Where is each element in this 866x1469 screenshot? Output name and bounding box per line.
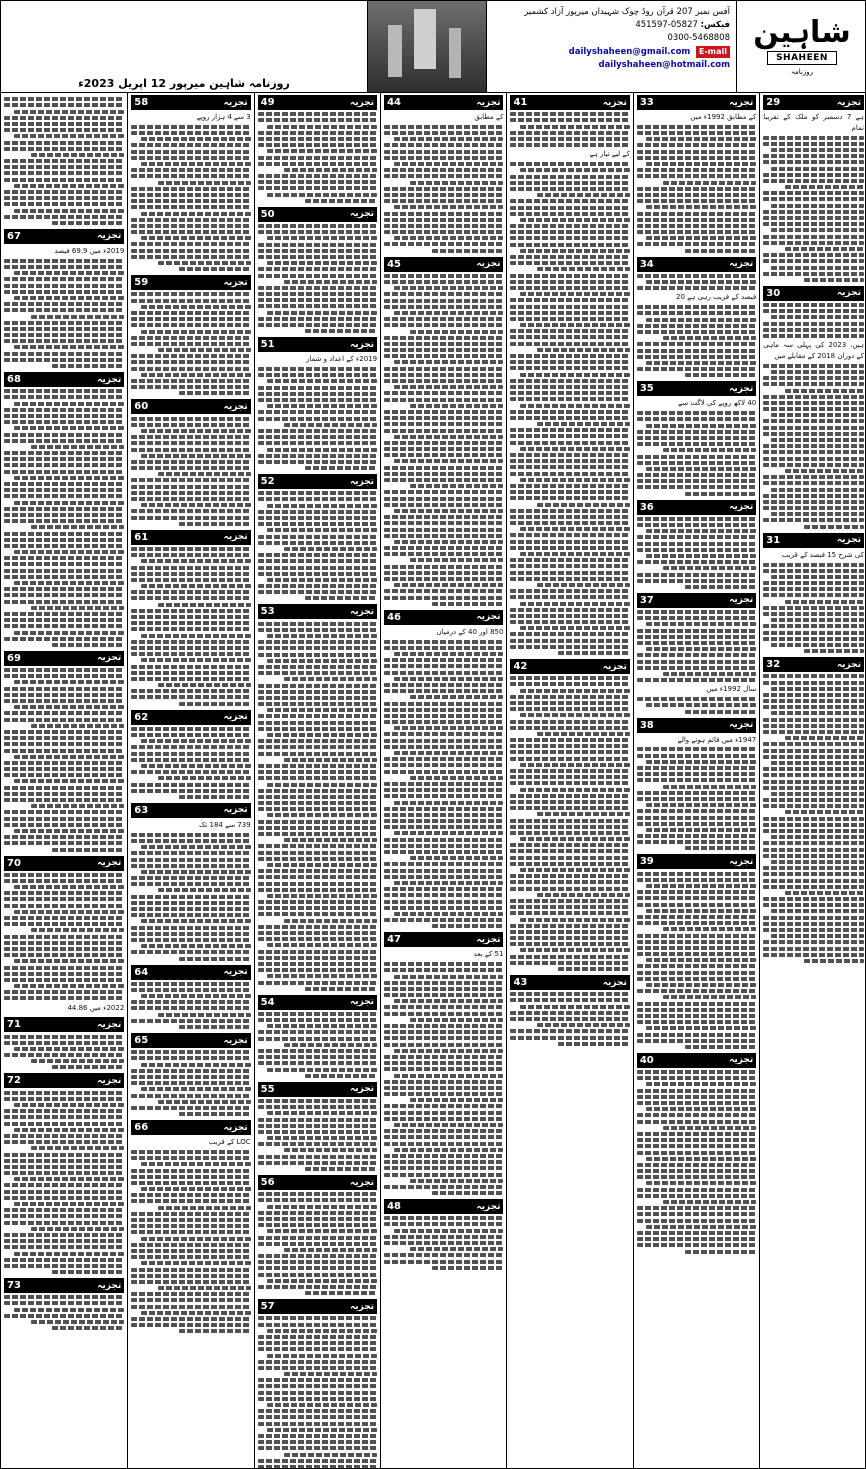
story-header (384, 257, 503, 272)
story-64 (131, 965, 250, 1030)
story-number: 58 (134, 97, 149, 108)
story-69 (4, 651, 124, 852)
story-header (4, 372, 124, 387)
story-tag: تجزیہ (223, 1122, 248, 1133)
story-snippet: 2019ء میں 69.9 فیصد (54, 246, 125, 255)
story-34 (637, 257, 756, 378)
story-header (131, 803, 250, 818)
story-body (258, 112, 377, 203)
story-body (131, 727, 250, 799)
story-tag: تجزیہ (349, 1177, 375, 1188)
story-body (637, 610, 756, 714)
story-tag: تجزیہ (97, 1075, 122, 1086)
story-tag: تجزیہ (97, 858, 122, 868)
story-header (637, 593, 756, 608)
story-46 (384, 610, 503, 929)
masthead-dateline-area (1, 1, 367, 92)
story-number: 55 (260, 1083, 275, 1095)
story-header (384, 1199, 503, 1214)
story-body (637, 1070, 756, 1253)
story-42 (510, 659, 629, 971)
story-body (131, 1137, 250, 1333)
story-39 (637, 854, 756, 1048)
story-header (131, 710, 250, 725)
story-number: 41 (513, 97, 528, 108)
story-header (258, 207, 377, 222)
story-56 (258, 1175, 377, 1295)
story-body (384, 112, 503, 253)
story-tag: تجزیہ (223, 967, 248, 977)
story-header (4, 856, 124, 871)
story-tag: تجزیہ (836, 659, 861, 670)
story-body (637, 274, 756, 378)
story-body (4, 873, 124, 1014)
story-61 (131, 530, 250, 706)
story-tag: تجزیہ (349, 476, 375, 487)
story-header (258, 474, 377, 489)
masthead-photo (367, 1, 486, 92)
email-primary: dailyshaheen@gmail.com (568, 46, 691, 57)
story-header (258, 1175, 377, 1190)
story-header (131, 1120, 250, 1135)
story-snippet: ہیں، 2023 کی پہلی سہ ماہی کے دوران 2018 کے مقابلے میں (763, 341, 864, 360)
fax-value: 05827-451597 (635, 20, 698, 31)
story-body (637, 735, 756, 851)
story-66 (131, 1120, 250, 1333)
story-tag: تجزیہ (476, 612, 501, 623)
column-7 (1, 93, 127, 1469)
newspaper-logo (736, 1, 866, 92)
story-body (763, 674, 864, 963)
story-body (510, 112, 629, 655)
story-tag: تجزیہ (729, 383, 754, 394)
story-41 (510, 95, 629, 655)
story-33 (637, 95, 756, 253)
story-header (4, 1017, 124, 1032)
story-number: 47 (387, 934, 401, 946)
story-body (637, 517, 756, 589)
story-tag: تجزیہ (729, 720, 754, 731)
story-49 (258, 95, 377, 203)
story-header (258, 995, 377, 1010)
story-body (131, 1050, 250, 1116)
story-57 (258, 1299, 377, 1469)
story-body (4, 1295, 124, 1330)
story-36 (637, 500, 756, 589)
story-37 (637, 593, 756, 714)
story-tag: تجزیہ (349, 1301, 375, 1312)
story-72 (4, 1073, 124, 1274)
story-tag: تجزیہ (97, 1019, 122, 1030)
story-snippet: 3 سے 4 ہزار روپے (196, 113, 251, 121)
story-snippet: سال 1992ء میں (706, 685, 757, 694)
story-number: 35 (639, 383, 654, 395)
story-number: 51 (260, 339, 275, 351)
story-tag: تجزیہ (349, 97, 375, 108)
story-header (510, 95, 629, 110)
story-tag: تجزیہ (97, 374, 122, 385)
story-snippet: کی شرح 15 فیصد کے قریب (781, 550, 864, 559)
story-body (384, 274, 503, 606)
story-tag: تجزیہ (836, 97, 861, 108)
column-5 (254, 93, 380, 1469)
story-body (637, 872, 756, 1049)
story-tag: تجزیہ (223, 401, 248, 412)
story-tag: تجزیہ (729, 502, 754, 513)
masthead-title-urdu: شاہین (753, 14, 851, 50)
story-29 (763, 95, 864, 282)
story-67-intro (4, 97, 124, 225)
story-tag: تجزیہ (223, 712, 248, 723)
story-51 (258, 337, 377, 470)
story-tag: تجزیہ (602, 661, 627, 672)
story-number: 32 (766, 659, 781, 671)
story-snippet: 40 لاکھ روپے کی لاگت سے (678, 399, 757, 408)
story-tag: تجزیہ (223, 97, 248, 108)
story-body (510, 992, 629, 1046)
story-65 (131, 1033, 250, 1116)
masthead-tagline: روزنامہ (790, 67, 814, 76)
masthead-title-english: SHAHEEN (767, 51, 837, 65)
story-number: 70 (7, 857, 21, 869)
story-header (637, 500, 756, 515)
story-body (4, 1091, 124, 1274)
story-body (763, 303, 864, 529)
story-number: 63 (134, 804, 149, 816)
story-number: 36 (639, 501, 654, 513)
story-number: 31 (766, 534, 781, 546)
story-40 (637, 1053, 756, 1254)
story-tag: تجزیہ (349, 997, 375, 1008)
story-header (258, 337, 377, 352)
story-tag: تجزیہ (97, 1280, 122, 1291)
story-71 (4, 1017, 124, 1069)
story-header (258, 1082, 377, 1097)
story-number: 40 (639, 1054, 654, 1066)
story-tag: تجزیہ (349, 1084, 375, 1095)
story-snippet: LOC کے قریب (208, 1138, 251, 1147)
story-number: 73 (7, 1280, 21, 1292)
story-35 (637, 381, 756, 495)
masthead-contact-block (486, 1, 736, 92)
story-number: 52 (260, 476, 275, 488)
story-body (258, 622, 377, 991)
story-body (258, 1316, 377, 1469)
story-body (763, 550, 864, 654)
story-header (258, 604, 377, 619)
story-header (4, 229, 124, 244)
story-snippet: 51 کے بعد (473, 950, 504, 959)
story-header (510, 659, 629, 674)
story-header (131, 965, 250, 980)
column-3 (506, 93, 632, 1469)
story-number: 48 (387, 1201, 401, 1213)
story-number: 71 (7, 1019, 21, 1031)
story-header (131, 399, 250, 414)
fax-label: فیکس: (700, 20, 730, 31)
story-snippet: 2022ء میں 44.86 (67, 1003, 125, 1012)
story-body (4, 246, 124, 368)
story-number: 54 (260, 996, 275, 1008)
story-snippet: 2019ء کے اعداد و شمار (305, 355, 378, 364)
story-body (258, 1012, 377, 1078)
story-tag: تجزیہ (97, 653, 122, 664)
story-number: 29 (766, 97, 781, 108)
story-header (637, 854, 756, 869)
story-tag: تجزیہ (729, 259, 754, 270)
story-body (258, 224, 377, 333)
story-number: 34 (639, 258, 654, 270)
story-number: 68 (7, 374, 21, 385)
story-43 (510, 975, 629, 1046)
story-tag: تجزیہ (223, 1035, 248, 1046)
story-tag: تجزیہ (476, 1201, 501, 1212)
story-header (384, 95, 503, 110)
story-header (131, 275, 250, 290)
story-snippet: کے مطابق (474, 113, 504, 121)
story-number: 65 (134, 1035, 149, 1046)
story-body (384, 949, 503, 1195)
story-header (258, 95, 377, 110)
story-45 (384, 257, 503, 606)
story-70 (4, 856, 124, 1014)
story-body (258, 1099, 377, 1171)
story-header (510, 975, 629, 990)
story-number: 59 (134, 277, 149, 289)
story-number: 64 (134, 966, 149, 978)
story-number: 69 (7, 652, 21, 664)
story-number: 38 (639, 719, 654, 731)
story-tag: تجزیہ (349, 606, 375, 617)
story-tag: تجزیہ (729, 595, 754, 606)
story-number: 72 (7, 1075, 21, 1087)
story-53 (258, 604, 377, 990)
story-snippet: 850 اور 40 کے درمیان (436, 627, 504, 636)
story-number: 33 (639, 97, 654, 108)
story-header (131, 95, 250, 110)
story-header (763, 95, 864, 110)
story-number: 66 (134, 1122, 149, 1134)
story-snippet: 739 سے 184 تک (199, 820, 251, 829)
story-48 (384, 1199, 503, 1270)
story-44 (384, 95, 503, 253)
story-header (384, 610, 503, 625)
story-header (637, 718, 756, 733)
story-header (637, 257, 756, 272)
story-tag: تجزیہ (476, 259, 501, 270)
story-62 (131, 710, 250, 799)
story-body (637, 398, 756, 495)
story-tag: تجزیہ (223, 532, 248, 543)
story-tag: تجزیہ (729, 856, 754, 867)
story-tag: تجزیہ (602, 977, 627, 988)
story-tag: تجزیہ (476, 97, 501, 108)
story-60 (131, 399, 250, 525)
story-body (131, 292, 250, 395)
story-body (763, 112, 864, 282)
story-body (258, 491, 377, 600)
story-body (637, 112, 756, 253)
story-tag: تجزیہ (349, 209, 375, 220)
story-body (384, 1216, 503, 1270)
story-body (131, 820, 250, 961)
story-55 (258, 1082, 377, 1171)
story-body (4, 389, 124, 647)
story-number: 42 (513, 661, 528, 672)
story-38 (637, 718, 756, 851)
story-47 (384, 932, 503, 1195)
story-number: 57 (260, 1301, 275, 1313)
story-snippet: 1947ء میں قائم ہونے والے (677, 735, 757, 744)
story-body (131, 547, 250, 706)
story-tag: تجزیہ (836, 535, 861, 546)
story-body (4, 1035, 124, 1070)
story-58 (131, 95, 250, 271)
story-tag: تجزیہ (476, 934, 501, 945)
story-tag: تجزیہ (729, 97, 754, 108)
story-header (384, 932, 503, 947)
office-address: آفس نمبر 207 قرآن روڈ چوک شہیداں میرپور آزاد کشمیر (524, 7, 730, 17)
story-73 (4, 1278, 124, 1330)
story-number: 49 (260, 97, 275, 108)
story-number: 62 (134, 711, 149, 723)
column-2 (633, 93, 759, 1469)
story-snippet: فیصد کے قریب رہی ہے 20 (676, 293, 757, 302)
story-header (4, 651, 124, 666)
story-body (131, 982, 250, 1029)
story-header (763, 533, 864, 548)
story-tag: تجزیہ (349, 339, 375, 350)
column-1 (759, 93, 866, 1469)
story-30 (763, 286, 864, 529)
story-number: 46 (387, 611, 401, 623)
story-snippet: کے لیے تیار ہے (589, 150, 630, 159)
story-header (637, 381, 756, 396)
story-body (131, 112, 250, 271)
story-tag: تجزیہ (223, 805, 248, 816)
story-63 (131, 803, 250, 961)
story-tag: تجزیہ (729, 1055, 754, 1066)
story-52 (258, 474, 377, 600)
story-body (131, 417, 250, 526)
story-59 (131, 275, 250, 395)
story-number: 67 (7, 230, 21, 242)
story-body (4, 97, 124, 225)
story-number: 50 (260, 208, 275, 220)
story-snippet: کے مطابق 1992ء میں (690, 113, 757, 121)
story-tag: تجزیہ (223, 277, 248, 288)
story-number: 60 (134, 401, 149, 413)
story-tag: تجزیہ (602, 97, 627, 108)
story-header (4, 1278, 124, 1293)
story-32 (763, 657, 864, 963)
phone-value: 0300-5468808 (667, 33, 730, 44)
column-4 (380, 93, 506, 1469)
story-number: 30 (766, 287, 781, 299)
story-header (4, 1073, 124, 1088)
story-68 (4, 372, 124, 647)
story-header (258, 1299, 377, 1314)
story-number: 56 (260, 1177, 275, 1188)
story-number: 45 (387, 258, 401, 270)
story-number: 37 (639, 594, 654, 606)
email-secondary: dailyshaheen@hotmail.com (598, 59, 730, 70)
story-header (637, 1053, 756, 1068)
story-number: 39 (639, 856, 654, 868)
masthead (1, 1, 866, 93)
story-number: 53 (260, 606, 275, 618)
dateline: روزنامہ شاہین میرپور 12 اپریل 2023ء (78, 77, 290, 90)
story-number: 43 (513, 977, 528, 988)
story-number: 44 (387, 97, 401, 108)
story-header (131, 1033, 250, 1048)
story-header (763, 657, 864, 672)
story-54 (258, 995, 377, 1078)
story-tag: تجزیہ (97, 231, 122, 242)
story-body (258, 1192, 377, 1295)
story-header (637, 95, 756, 110)
story-number: 61 (134, 531, 149, 543)
column-6 (127, 93, 253, 1469)
story-31 (763, 533, 864, 654)
story-tag: تجزیہ (836, 288, 861, 299)
story-body (258, 354, 377, 470)
story-body (510, 676, 629, 971)
story-67 (4, 229, 124, 368)
story-header (131, 530, 250, 545)
email-label: E-mail (696, 46, 730, 58)
story-snippet: ہے 7 دسمبر کو ملک کے تقریبا تمام (763, 113, 865, 132)
column-grid (1, 93, 866, 1469)
story-body (4, 668, 124, 851)
story-header (763, 286, 864, 301)
story-50 (258, 207, 377, 333)
story-body (384, 627, 503, 929)
